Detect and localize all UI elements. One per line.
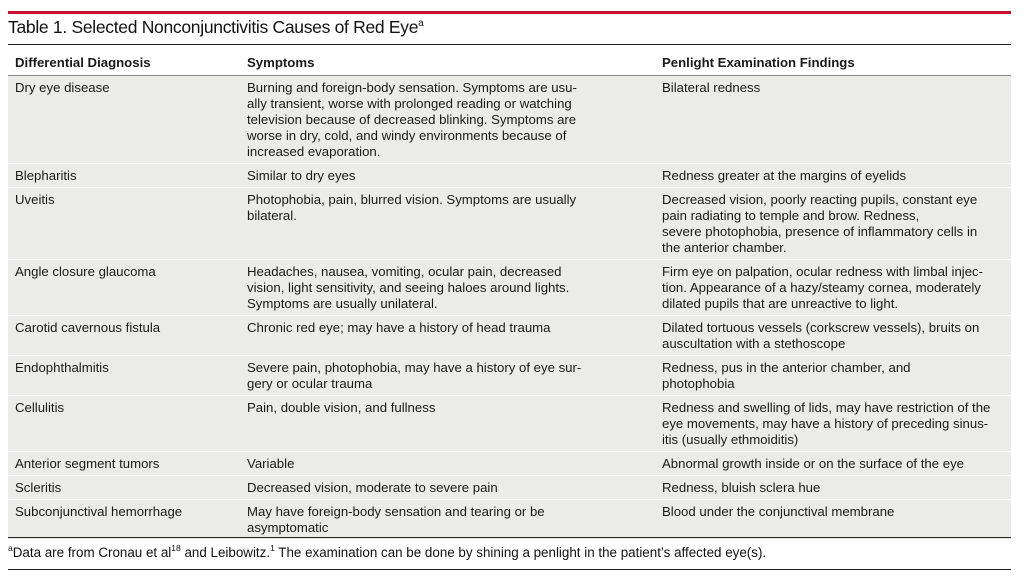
cell-diagnosis: Endophthalmitis (8, 356, 240, 396)
cell-symptoms: Decreased vision, moderate to severe pain (240, 476, 655, 500)
cell-symptoms: Severe pain, photophobia, may have a history of eye sur- gery or ocular trauma (240, 356, 655, 396)
bottom-rule (8, 537, 1011, 538)
cell-symptoms: May have foreign-body sensation and tearing or be asymptomatic (240, 500, 655, 540)
footnote-ref-18: 18 (171, 543, 181, 553)
header-symptoms: Symptoms (240, 50, 655, 76)
cell-findings: Redness and swelling of lids, may have restriction of the eye movements, may have a history of preceding sinus- itis (usually ethmoiditis) (655, 396, 1011, 452)
cell-findings: Redness, pus in the anterior chamber, and photophobia (655, 356, 1011, 396)
cell-diagnosis: Dry eye disease (8, 76, 240, 164)
table-row (8, 260, 1011, 316)
cell-diagnosis: Uveitis (8, 188, 240, 260)
cell-symptoms: Burning and foreign-body sensation. Symptoms are usu- ally transient, worse with prolonged reading or watching television because of decreased blinking. Symptoms are worse in dry, cold, and windy environments because of increased evaporation. (240, 76, 655, 164)
table-row (8, 476, 1011, 500)
top-accent-rule (8, 11, 1011, 14)
cell-findings: Blood under the conjunctival membrane (655, 500, 1011, 540)
cell-symptoms: Variable (240, 452, 655, 476)
footnote-text-2: and Leibowitz. (180, 545, 271, 560)
table-row (8, 76, 1011, 164)
footnote-marker: a (8, 543, 13, 553)
cell-symptoms: Pain, double vision, and fullness (240, 396, 655, 452)
cell-diagnosis: Carotid cavernous fistula (8, 316, 240, 356)
cell-diagnosis: Blepharitis (8, 164, 240, 188)
cell-findings: Bilateral redness (655, 76, 1011, 164)
red-eye-causes-table (8, 50, 1011, 540)
table-row (8, 316, 1011, 356)
cell-findings: Decreased vision, poorly reacting pupils, constant eye pain radiating to temple and brow. Redness, severe photophobia, presence of inflammatory cells in the anterior chamber. (655, 188, 1011, 260)
header-penlight-findings: Penlight Examination Findings (655, 50, 1011, 76)
cell-diagnosis: Anterior segment tumors (8, 452, 240, 476)
title-footnote-marker: a (418, 18, 424, 29)
table-row (8, 396, 1011, 452)
cell-diagnosis: Angle closure glaucoma (8, 260, 240, 316)
cell-symptoms: Chronic red eye; may have a history of head trauma (240, 316, 655, 356)
cell-findings: Abnormal growth inside or on the surface of the eye (655, 452, 1011, 476)
cell-findings: Firm eye on palpation, ocular redness with limbal injec- tion. Appearance of a hazy/steamy cornea, moderately dilated pupils that are unreactive to light. (655, 260, 1011, 316)
title-rule (8, 44, 1011, 45)
table-header-row (8, 50, 1011, 76)
cell-findings: Dilated tortuous vessels (corkscrew vessels), bruits on auscultation with a stethoscope (655, 316, 1011, 356)
table-row (8, 452, 1011, 476)
table-title-text: Table 1. Selected Nonconjunctivitis Causes of Red Eye (8, 17, 419, 37)
cell-symptoms: Photophobia, pain, blurred vision. Symptoms are usually bilateral. (240, 188, 655, 260)
cell-symptoms: Headaches, nausea, vomiting, ocular pain, decreased vision, light sensitivity, and seeing haloes around lights. Symptoms are usually unilateral. (240, 260, 655, 316)
cell-symptoms: Similar to dry eyes (240, 164, 655, 188)
cell-diagnosis: Subconjunctival hemorrhage (8, 500, 240, 540)
cell-diagnosis: Scleritis (8, 476, 240, 500)
table-title (8, 17, 423, 38)
table-body (8, 76, 1011, 540)
table-row (8, 164, 1011, 188)
header-differential-diagnosis: Differential Diagnosis (8, 50, 240, 76)
final-rule (8, 569, 1011, 570)
cell-findings: Redness greater at the margins of eyelids (655, 164, 1011, 188)
cell-findings: Redness, bluish sclera hue (655, 476, 1011, 500)
table-footnote (8, 543, 766, 560)
footnote-ref-1: 1 (270, 543, 275, 553)
footnote-text-1: Data are from Cronau et al (12, 545, 172, 560)
table-row (8, 356, 1011, 396)
cell-diagnosis: Cellulitis (8, 396, 240, 452)
table-row (8, 188, 1011, 260)
footnote-text-3: The examination can be done by shining a penlight in the patient’s affected eye(s). (274, 545, 767, 560)
table-row (8, 500, 1011, 540)
